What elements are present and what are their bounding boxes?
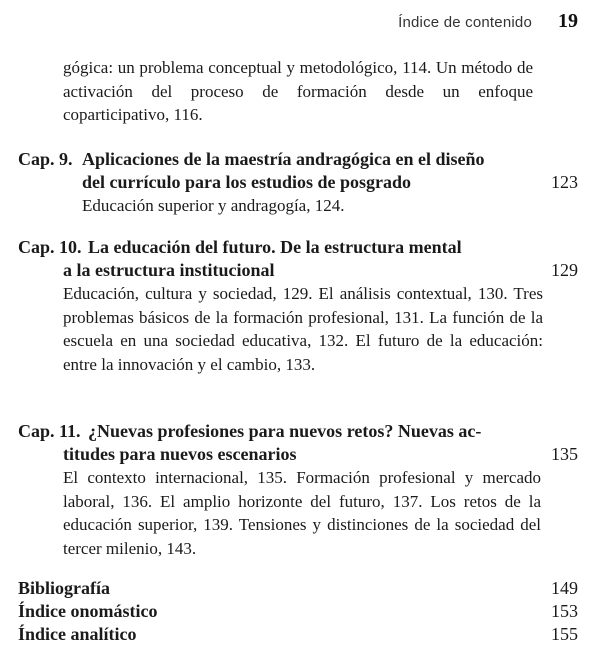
chapter-title-line: titudes para nuevos escenarios: [63, 444, 297, 464]
chapter-heading: [18, 236, 578, 282]
back-matter-title: Índice analítico: [18, 624, 137, 644]
back-matter-page-number: 155: [551, 624, 578, 644]
chapter-page-number: 123: [551, 172, 578, 192]
chapter-label: Cap. 10.: [18, 237, 82, 257]
chapter-title-line: Aplicaciones de la maestría andragógica en el diseño: [82, 149, 485, 169]
toc-entry-chapter-10: [18, 236, 578, 376]
back-matter-page-number: 153: [551, 601, 578, 621]
chapter-sections: Educación superior y andragogía, 124.: [82, 196, 345, 215]
toc-entry-chapter-9: [18, 148, 578, 218]
chapter-page-number: 135: [551, 444, 578, 464]
chapter-title: [82, 148, 528, 194]
page-number: 19: [558, 10, 578, 32]
chapter-title-line: La educación del futuro. De la estructura mental: [88, 237, 462, 257]
chapter-sections: Educación, cultura y sociedad, 129. El análisis contextual, 130. Tres problemas básicos de la formación profesional, 131. La función de la escuela en una sociedad educativa, 132. El futuro de la educación: entre la innovación y el cambio, 133.: [63, 284, 543, 374]
back-matter-page-number: 149: [551, 578, 578, 598]
chapter-title: [63, 420, 528, 466]
toc-entry-name-index: [18, 600, 578, 622]
chapter-heading: [18, 148, 578, 194]
running-head: [398, 10, 578, 33]
continued-entry-text: gógica: un problema conceptual y metodológico, 114. Un método de activación del proceso de formación desde un enfoque coparticipativo, 116.: [63, 58, 533, 124]
back-matter-title: Bibliografía: [18, 578, 111, 598]
chapter-label: Cap. 9.: [18, 149, 73, 169]
chapter-title-line: a la estructura institucional: [63, 260, 275, 280]
running-head-title: Índice de contenido: [398, 14, 532, 31]
chapter-title: [63, 236, 528, 282]
chapter-sections: El contexto internacional, 135. Formación profesional y mercado laboral, 136. El amplio horizonte del futuro, 137. Los retos de la educación superior, 139. Tensiones y distinciones de la sociedad del tercer milenio, 143.: [63, 468, 541, 558]
toc-entry-chapter-11: [18, 420, 578, 560]
toc-entry-bibliography: [18, 577, 578, 599]
back-matter-title: Índice onomástico: [18, 601, 158, 621]
chapter-title-line: del currículo para los estudios de posgrado: [82, 172, 412, 192]
chapter-page-number: 129: [551, 260, 578, 280]
chapter-title-line: ¿Nuevas profesiones para nuevos retos? Nuevas ac-: [88, 421, 482, 441]
chapter-heading: [18, 420, 578, 466]
chapter-label: Cap. 11.: [18, 421, 81, 441]
toc-entry-subject-index: [18, 623, 578, 645]
